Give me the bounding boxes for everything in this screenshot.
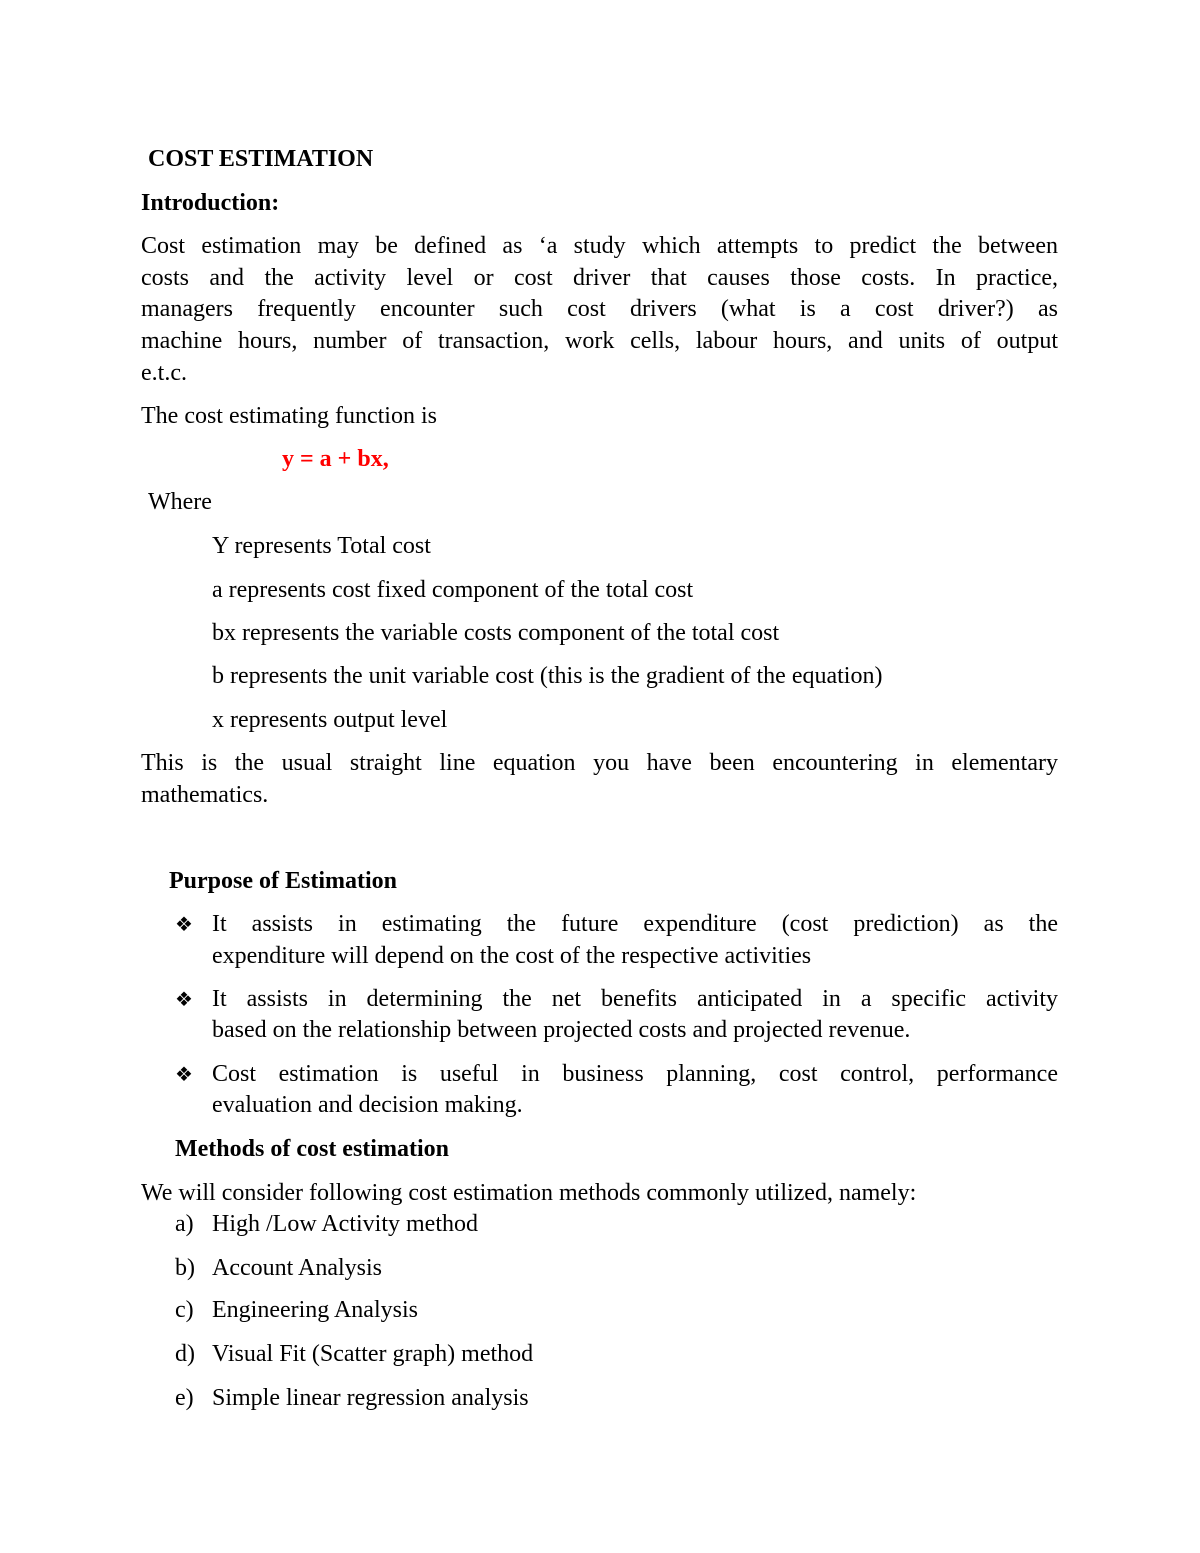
introduction-heading: Introduction:	[141, 190, 280, 216]
definition-item: x represents output level	[212, 707, 448, 733]
intro-line-1: Cost estimation may be defined as ‘a study which attempts to predict the between	[141, 233, 1058, 259]
definition-item: bx represents the variable costs component of the total cost	[212, 620, 780, 646]
straight-line-line-1: This is the usual straight line equation you have been encountering in elementary	[141, 750, 1058, 776]
intro-line-2: costs and the activity level or cost driver that causes those costs. In practice,	[141, 265, 1058, 291]
definition-item: Y represents Total cost	[212, 533, 431, 559]
function-intro: The cost estimating function is	[141, 403, 437, 429]
method-item: Simple linear regression analysis	[212, 1385, 529, 1411]
purpose-item-1-line-1: It assists in estimating the future expenditure (cost prediction) as the	[212, 911, 1058, 937]
document-title: COST ESTIMATION	[148, 146, 374, 172]
purpose-item-3-line-2: evaluation and decision making.	[212, 1092, 523, 1118]
purpose-heading: Purpose of Estimation	[169, 868, 397, 894]
method-item: High /Low Activity method	[212, 1211, 478, 1237]
purpose-item-2-line-2: based on the relationship between projected costs and projected revenue.	[212, 1017, 911, 1043]
method-letter: d)	[175, 1341, 195, 1367]
method-letter: c)	[175, 1297, 194, 1323]
diamond-bullet-icon: ❖	[175, 912, 193, 936]
purpose-item-1-line-2: expenditure will depend on the cost of the respective activities	[212, 943, 812, 969]
intro-line-4: machine hours, number of transaction, work cells, labour hours, and units of output	[141, 328, 1058, 354]
purpose-item-2-line-1: It assists in determining the net benefits anticipated in a specific activity	[212, 986, 1058, 1012]
intro-line-5: e.t.c.	[141, 360, 187, 386]
purpose-item-3-line-1: Cost estimation is useful in business planning, cost control, performance	[212, 1061, 1058, 1087]
intro-line-3: managers frequently encounter such cost drivers (what is a cost driver?) as	[141, 296, 1058, 322]
method-item: Visual Fit (Scatter graph) method	[212, 1341, 534, 1367]
method-letter: b)	[175, 1255, 195, 1281]
methods-intro: We will consider following cost estimation methods commonly utilized, namely:	[141, 1180, 917, 1206]
method-item: Engineering Analysis	[212, 1297, 418, 1323]
methods-heading: Methods of cost estimation	[175, 1136, 449, 1162]
where-label: Where	[148, 489, 212, 515]
method-letter: e)	[175, 1385, 194, 1411]
diamond-bullet-icon: ❖	[175, 1062, 193, 1086]
definition-item: a represents cost fixed component of the total cost	[212, 577, 694, 603]
definition-item: b represents the unit variable cost (this is the gradient of the equation)	[212, 663, 883, 689]
method-letter: a)	[175, 1211, 194, 1237]
method-item: Account Analysis	[212, 1255, 382, 1281]
straight-line-line-2: mathematics.	[141, 782, 269, 808]
diamond-bullet-icon: ❖	[175, 987, 193, 1011]
cost-equation: y = a + bx,	[282, 446, 389, 472]
